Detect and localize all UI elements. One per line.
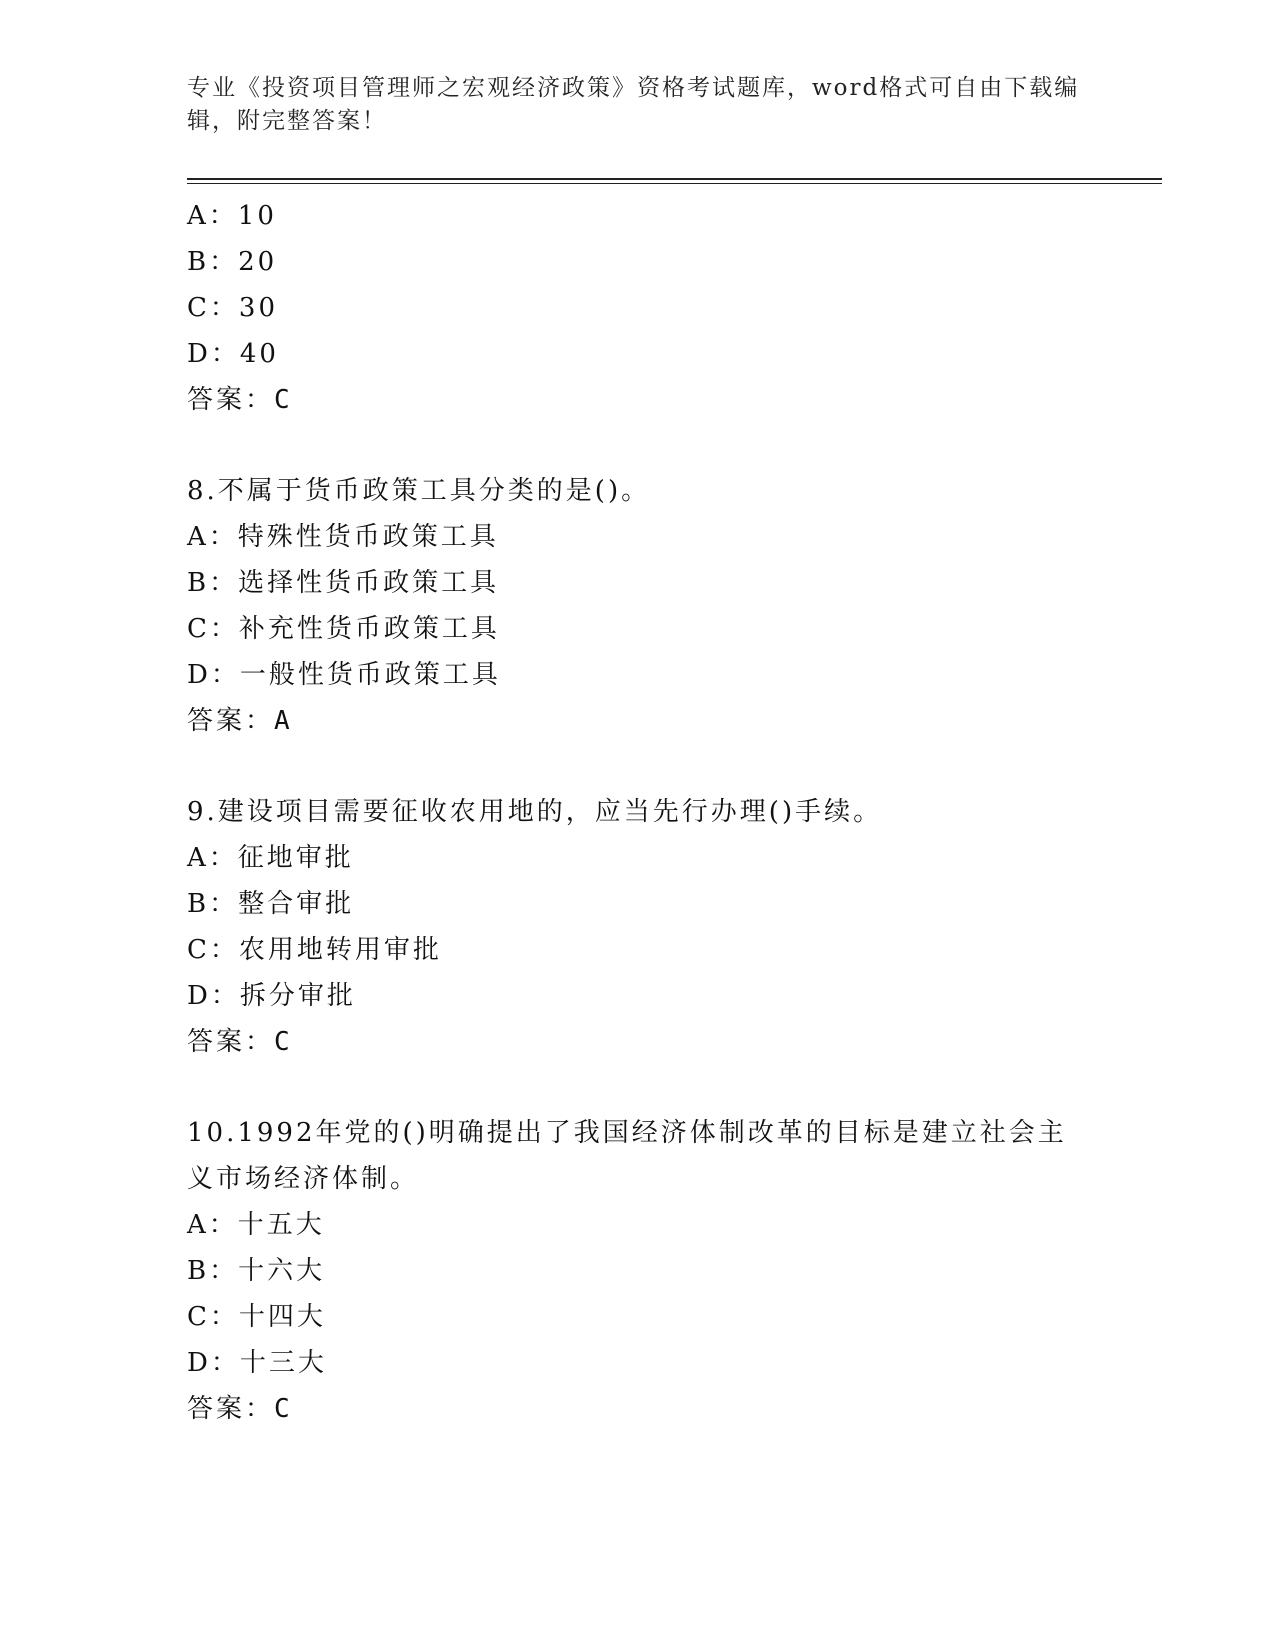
option-label: B： bbox=[187, 889, 239, 919]
option-text: 特殊性货币政策工具 bbox=[237, 522, 499, 552]
option-text: 补充性货币政策工具 bbox=[238, 614, 500, 644]
option-text: 20 bbox=[238, 247, 278, 277]
option-a bbox=[187, 514, 1087, 560]
answer-value: A bbox=[274, 706, 291, 736]
question-block bbox=[187, 193, 1087, 423]
option-label: D： bbox=[187, 1348, 240, 1378]
option-label: C： bbox=[187, 614, 239, 644]
option-text: 十六大 bbox=[238, 1256, 326, 1286]
option-label: D： bbox=[187, 660, 240, 690]
option-a bbox=[187, 1202, 1087, 1248]
option-text: 十四大 bbox=[238, 1302, 326, 1332]
question-block bbox=[187, 468, 1087, 744]
question-block bbox=[187, 789, 1087, 1065]
option-label: C： bbox=[187, 1302, 239, 1332]
option-c bbox=[187, 285, 1087, 331]
option-d bbox=[187, 973, 1087, 1019]
option-text: 整合审批 bbox=[238, 889, 355, 919]
option-d bbox=[187, 652, 1087, 698]
question-list bbox=[187, 193, 1087, 1432]
option-text: 40 bbox=[239, 339, 279, 369]
option-text: 十三大 bbox=[239, 1348, 327, 1378]
option-a bbox=[187, 835, 1087, 881]
answer-line bbox=[187, 377, 1087, 423]
option-text: 一般性货币政策工具 bbox=[239, 660, 501, 690]
option-b bbox=[187, 881, 1087, 927]
option-label: A： bbox=[187, 1210, 238, 1240]
option-label: B： bbox=[187, 568, 239, 598]
option-label: C： bbox=[187, 293, 239, 323]
answer-label: 答案： bbox=[187, 706, 275, 736]
answer-value: C bbox=[274, 1027, 291, 1057]
option-label: B： bbox=[187, 247, 239, 277]
option-text: 拆分审批 bbox=[239, 981, 356, 1011]
answer-line bbox=[187, 1019, 1087, 1065]
block-gap bbox=[187, 744, 1087, 789]
option-b bbox=[187, 239, 1087, 285]
page-header: 专业《投资项目管理师之宏观经济政策》资格考试题库，word格式可自由下载编辑，附完整答案！ bbox=[187, 75, 1080, 134]
option-c bbox=[187, 606, 1087, 652]
option-b bbox=[187, 1248, 1087, 1294]
option-label: D： bbox=[187, 339, 240, 369]
option-label: D： bbox=[187, 981, 240, 1011]
option-label: B： bbox=[187, 1256, 239, 1286]
option-label: A： bbox=[187, 201, 238, 231]
answer-value: C bbox=[274, 1394, 291, 1424]
block-gap bbox=[187, 1065, 1087, 1110]
option-label: A： bbox=[187, 522, 238, 552]
option-c bbox=[187, 927, 1087, 973]
option-c bbox=[187, 1294, 1087, 1340]
option-text: 选择性货币政策工具 bbox=[238, 568, 500, 598]
answer-line bbox=[187, 698, 1087, 744]
answer-label: 答案： bbox=[187, 1394, 275, 1424]
block-gap bbox=[187, 423, 1087, 468]
header-rule-thin bbox=[187, 183, 1162, 184]
answer-label: 答案： bbox=[187, 1027, 275, 1057]
question-text: 8.不属于货币政策工具分类的是()。 bbox=[187, 476, 651, 506]
question-block bbox=[187, 1110, 1087, 1432]
question-text: 10.1992年党的()明确提出了我国经济体制改革的目标是建立社会主义市场经济体制。 bbox=[187, 1118, 1067, 1194]
option-text: 十五大 bbox=[237, 1210, 325, 1240]
option-b bbox=[187, 560, 1087, 606]
option-text: 农用地转用审批 bbox=[238, 935, 442, 965]
question-text: 9.建设项目需要征收农用地的，应当先行办理()手续。 bbox=[187, 797, 883, 827]
header-rule-thick bbox=[187, 178, 1162, 180]
option-d bbox=[187, 1340, 1087, 1386]
option-label: C： bbox=[187, 935, 239, 965]
answer-label: 答案： bbox=[187, 385, 275, 415]
answer-value: C bbox=[274, 385, 291, 415]
option-text: 征地审批 bbox=[237, 843, 354, 873]
option-d bbox=[187, 331, 1087, 377]
option-a bbox=[187, 193, 1087, 239]
option-text: 10 bbox=[237, 201, 277, 231]
option-text: 30 bbox=[238, 293, 278, 323]
option-label: A： bbox=[187, 843, 238, 873]
answer-line bbox=[187, 1386, 1087, 1432]
